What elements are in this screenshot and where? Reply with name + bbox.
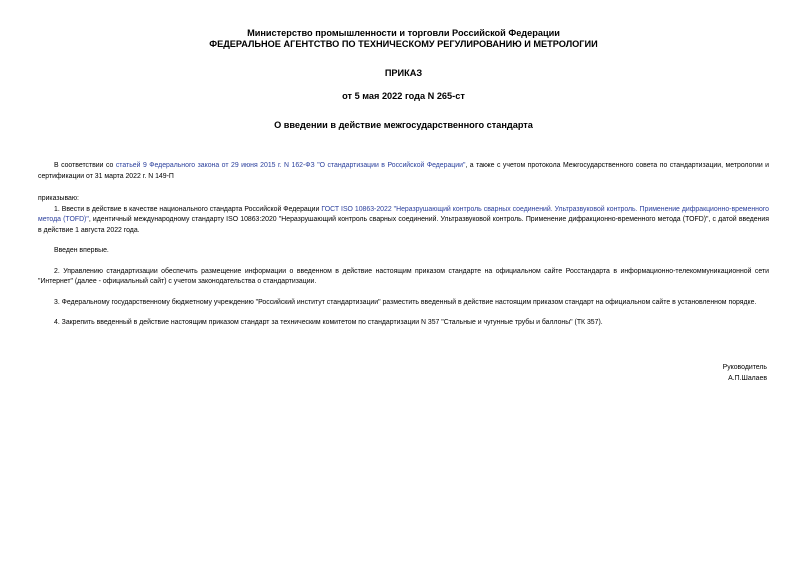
agency-name: ФЕДЕРАЛЬНОЕ АГЕНТСТВО ПО ТЕХНИЧЕСКОМУ РЕГУЛИРОВАНИЮ И МЕТРОЛОГИИ	[209, 39, 598, 49]
preamble-paragraph	[38, 161, 769, 182]
signature-name: А.П.Шалаев	[728, 374, 767, 382]
introduced-first-note: Введен впервые.	[54, 247, 109, 254]
preamble-text-after: , а также с учетом протокола Межгосударственного совета по стандартизации, метрологии и сертификации от 31 марта 2022 г. N 149-П	[38, 162, 770, 180]
ministry-name: Министерство промышленности и торговли Российской Федерации	[247, 28, 560, 38]
item-1-paragraph	[38, 205, 769, 237]
item-1-text-before: 1. Ввести в действие в качестве национального стандарта Российской Федерации	[54, 205, 322, 213]
gost-standard-link[interactable]: ГОСТ ISO 10863-2022 "Неразрушающий контроль сварных соединений. Ультразвуковой контроль. Применение дифракционно-временного метода (TOFD)"	[38, 205, 769, 223]
document-type: ПРИКАЗ	[384, 68, 423, 78]
preamble-text-before: В соответствии со	[54, 162, 116, 169]
document-page	[38, 28, 769, 329]
item-3-paragraph: 3. Федеральному государственному бюджетному учреждению "Российский институт стандартизации" разместить введенный в действие настоящим приказом стандарт на официальном сайте в установленном порядке.	[54, 298, 757, 306]
document-date-number: от 5 мая 2022 года N 265-ст	[342, 91, 465, 101]
order-word: приказываю:	[38, 195, 79, 202]
signature-position: Руководитель	[722, 364, 767, 371]
signature-block	[723, 363, 767, 384]
item-2-paragraph: 2. Управлению стандартизации обеспечить размещение информации о введенном в действие настоящим приказом стандарте на официальном сайте Росстандарта в информационно-телекоммуникационной сети "Интернет" (далее - официальный сайт) с учетом законодательства о стандартизации.	[38, 267, 769, 285]
item-1-text-after: , идентичный международному стандарту ISO 10863:2020 "Неразрушающий контроль сварных соединений. Ультразвуковой контроль. Применение дифракционно-временного метода (TOFD)", с датой введения в действие 1 августа 2022 года.	[38, 216, 769, 234]
item-4-paragraph: 4. Закрепить введенный в действие настоящим приказом стандарт за техническим комитетом по стандартизации N 357 "Стальные и чугунные трубы и баллоны" (ТК 357).	[54, 319, 603, 326]
federal-law-link[interactable]: статьей 9 Федерального закона от 29 июня 2015 г. N 162-ФЗ "О стандартизации в Российской Федерации"	[115, 162, 466, 169]
document-subject: О введении в действие межгосударственного стандарта	[274, 120, 533, 130]
